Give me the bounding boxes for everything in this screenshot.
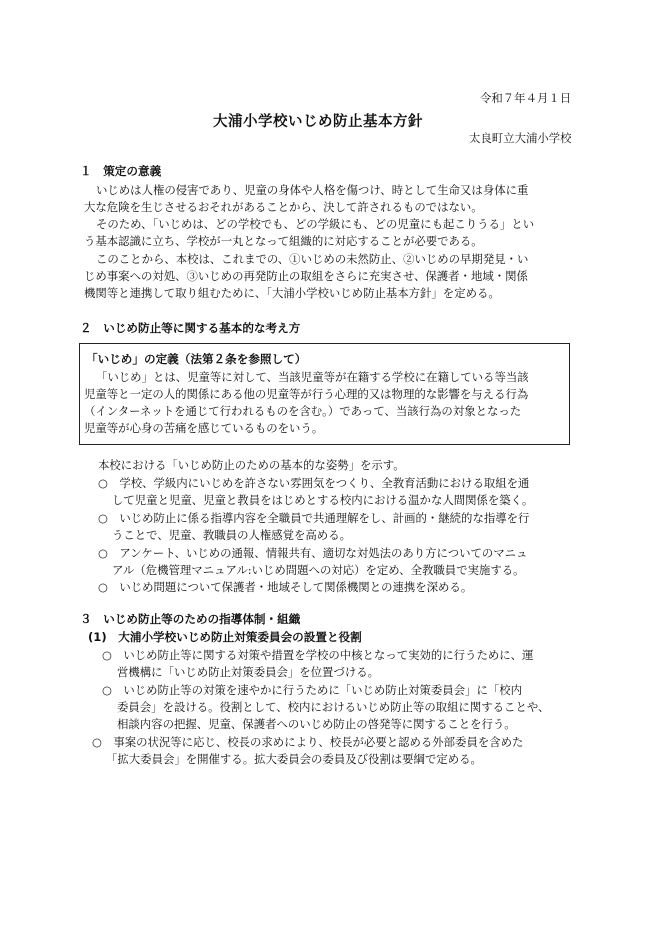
section3-line: ○ いじめ防止等に関する対策や措置を学校の中核となって実効的に行うために、運 xyxy=(102,648,534,662)
section1-heading: １ 策定の意義 xyxy=(80,164,162,178)
section2-bullet: ○ アンケート、いじめの通報、情報共有、適切な対処法のあり方についてのマニュ xyxy=(98,546,528,560)
section3-line: 営機構に「いじめ防止対策委員会」を位置づける。 xyxy=(117,665,379,679)
document-date: 令和７年４月１日 xyxy=(480,91,572,105)
section1-line: 大な危険を生じさせるおそれがあることから、決して許されるものではない。 xyxy=(84,200,483,214)
section2-bullet: ○ いじめ防止に係る指導内容を全職員で共通理解をし、計画的・継続的な指導を行 xyxy=(98,511,530,525)
section1-line: じめ事案への対処、③いじめの再発防止の取組をさらに充実させ、保護者・地域・関係 xyxy=(84,269,528,283)
section2-bullet: アル（危機管理マニュアル:いじめ問題への対応）を定め、全教職員で実施する。 xyxy=(112,563,525,577)
section3-line: ○ いじめ防止等の対策を速やかに行うために「いじめ防止対策委員会」に「校内 xyxy=(102,683,523,697)
section2-bullet: うことで、児童、教職員の人権感覚を高める。 xyxy=(112,528,351,542)
definition-title: 「いじめ」の定義（法第２条を参照して） xyxy=(86,352,307,366)
section2-heading: ２ いじめ防止等に関する基本的な考え方 xyxy=(80,321,301,335)
document-title: 大浦小学校いじめ防止基本方針 xyxy=(213,114,423,130)
section1-line: う基本認識に立ち、学校が一丸となって組織的に対応することが必要である。 xyxy=(84,234,483,248)
section2-bullet: ○ いじめ問題について保護者・地域そして関係機関との連携を深める。 xyxy=(98,580,473,594)
definition-line: 「いじめ」とは、児童等に対して、当該児童等が在籍する学校に在籍している等当該 xyxy=(96,370,529,384)
definition-line: 児童等が心身の苦痛を感じているものをいう。 xyxy=(84,421,324,435)
section3-line: 「拡大委員会」を開催する。拡大委員会の委員及び役割は要綱で定める。 xyxy=(106,752,482,766)
section1-line: 機関等と連携して取り組むために、「大浦小学校いじめ防止基本方針」を定める。 xyxy=(84,286,500,300)
section1-line: そのため、「いじめは、どの学校でも、どの学級にも、どの児童にも起こりうる」とい xyxy=(96,217,535,231)
section1-line: このことから、本校は、これまでの、①いじめの未然防止、②いじめの早期発見・い xyxy=(96,252,529,266)
section3-line: 委員会」を設ける。役割として、校内におけるいじめ防止等の取組に関することや、 xyxy=(117,700,550,714)
school-name: 太良町立大浦小学校 xyxy=(469,131,572,145)
section3-subheading: (1) 大浦小学校いじめ防止対策委員会の設置と役割 xyxy=(88,630,362,644)
section3-heading: ３ いじめ防止等のための指導体制・組織 xyxy=(80,612,301,626)
section2-bullet: ○ 学校、学級内にいじめを許さない雰囲気をつくり、全教育活動における取組を通 xyxy=(98,476,530,490)
section3-line: 相談内容の把握、児童、保護者へのいじめ防止の啓発等に関することを行う。 xyxy=(117,717,516,731)
section2-intro: 本校における「いじめ防止のための基本的な姿勢」を示す。 xyxy=(98,458,405,472)
section2-bullet: して児童と児童、児童と教員をはじめとする校内における温かな人間関係を築く。 xyxy=(112,493,534,507)
definition-line: （インターネットを通じて行われるものを含む。）であって、当該行為の対象となった xyxy=(84,404,522,418)
section1-line: いじめは人権の侵害であり、児童の身体や人格を傷つけ、時として生命又は身体に重 xyxy=(96,183,529,197)
definition-line: 児童等と一定の人的関係にある他の児童等が行う心理的又は物理的な影響を与える行為 xyxy=(84,387,529,401)
section3-line: ○ 事案の状況等に応じ、校長の求めにより、校長が必要と認める外部委員を含めた xyxy=(92,735,524,749)
